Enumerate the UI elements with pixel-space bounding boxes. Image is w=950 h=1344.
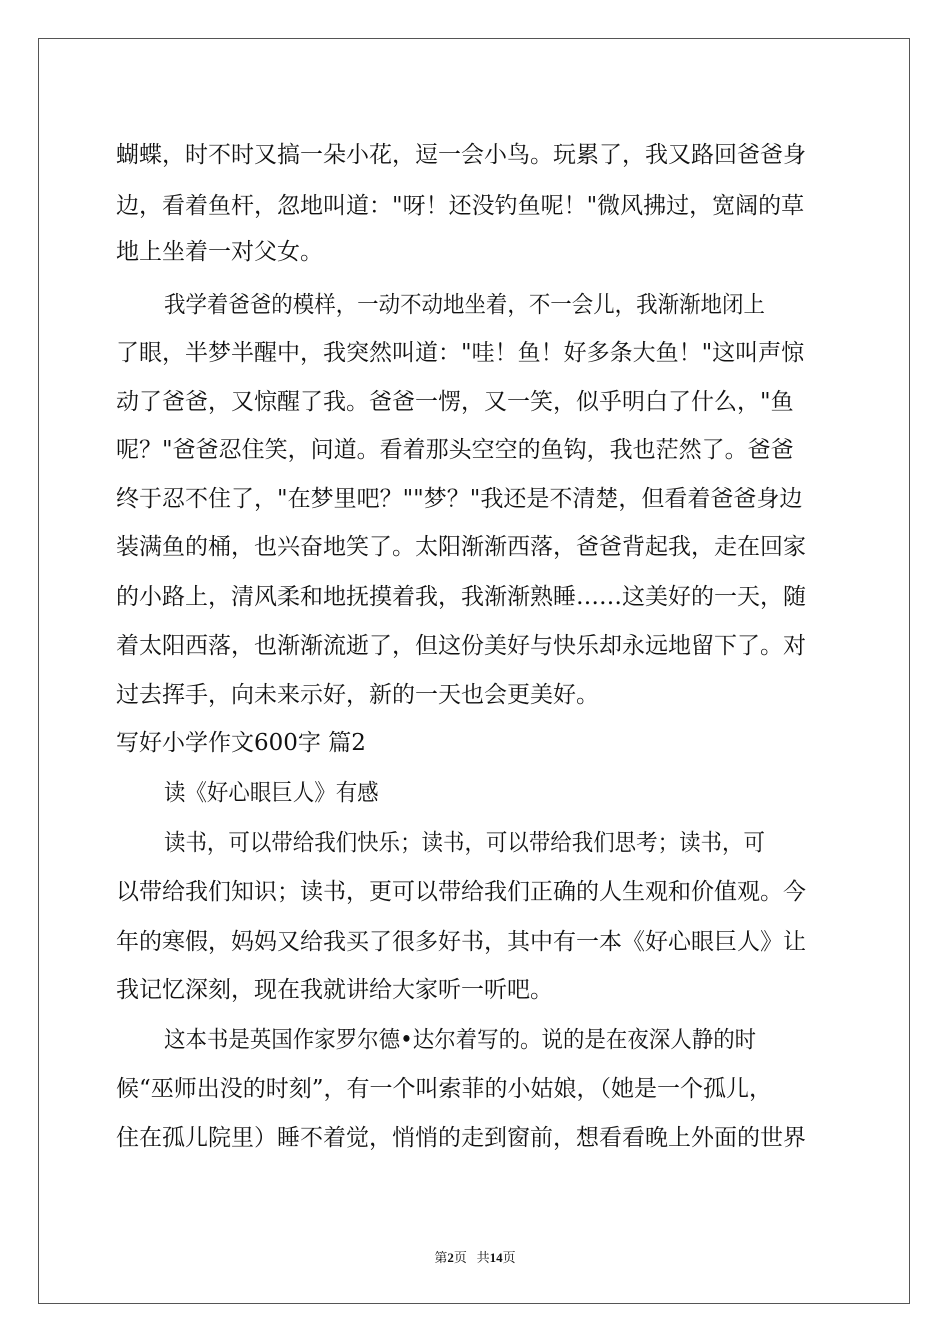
footer-total-prefix: 共 xyxy=(476,1250,490,1265)
text-line: 边，看着鱼杆，忽地叫道："呀！还没钓鱼呢！"微风拂过，宽阔的草 xyxy=(116,193,805,219)
text-line: 我学着爸爸的模样，一动不动地坐着，不一会儿，我渐渐地闭上 xyxy=(164,292,765,318)
text-line: 呢？"爸爸忍住笑，问道。看着那头空空的鱼钩，我也茫然了。爸爸 xyxy=(116,437,794,463)
text-line: 蝴蝶，时不时又搞一朵小花，逗一会小鸟。玩累了，我又路回爸爸身 xyxy=(116,142,806,168)
text-line: 装满鱼的桶，也兴奋地笑了。太阳渐渐西落，爸爸背起我，走在回家 xyxy=(116,534,806,560)
footer-page-number: 2 xyxy=(447,1250,454,1265)
page-footer xyxy=(0,1247,950,1266)
text-line: 的小路上，清风柔和地抚摸着我，我渐渐熟睡……这美好的一天，随 xyxy=(116,584,806,610)
text-line: 候“巫师出没的时刻”，有一个叫索菲的小姑娘，（她是一个孤儿， xyxy=(116,1076,773,1102)
footer-total-pages: 14 xyxy=(489,1250,503,1265)
text-line: 动了爸爸，又惊醒了我。爸爸一愣，又一笑，似乎明白了什么，"鱼 xyxy=(116,389,794,415)
text-line: 住在孤儿院里）睡不着觉，悄悄的走到窗前，想看看晚上外面的世界 xyxy=(116,1125,806,1151)
footer-total-suffix: 页 xyxy=(502,1250,516,1265)
footer-prefix: 第 xyxy=(434,1250,448,1265)
footer-page-suffix: 页 xyxy=(453,1250,467,1265)
essay-title: 读《好心眼巨人》有感 xyxy=(164,780,379,806)
text-line: 以带给我们知识；读书，更可以带给我们正确的人生观和价值观。今 xyxy=(116,879,806,905)
text-line: 终于忍不住了，"在梦里吧？""梦？"我还是不清楚，但看着爸爸身边 xyxy=(116,486,803,512)
page-border xyxy=(38,38,910,1304)
text-line: 过去挥手，向未来示好，新的一天也会更美好。 xyxy=(116,682,599,708)
section-heading: 写好小学作文600字 篇2 xyxy=(116,730,366,756)
text-line: 我记忆深刻，现在我就讲给大家听一听吧。 xyxy=(116,977,553,1003)
text-line: 年的寒假，妈妈又给我买了很多好书，其中有一本《好心眼巨人》让 xyxy=(116,929,806,955)
text-line: 地上坐着一对父女。 xyxy=(116,239,323,265)
text-line: 了眼，半梦半醒中，我突然叫道："哇！鱼！好多条大鱼！"这叫声惊 xyxy=(116,340,805,366)
text-line: 着太阳西落，也渐渐流逝了，但这份美好与快乐却永远地留下了。对 xyxy=(116,633,806,659)
text-line: 这本书是英国作家罗尔德•达尔着写的。说的是在夜深人静的时 xyxy=(164,1027,757,1053)
text-line: 读书，可以带给我们快乐；读书，可以带给我们思考；读书，可 xyxy=(164,830,765,856)
